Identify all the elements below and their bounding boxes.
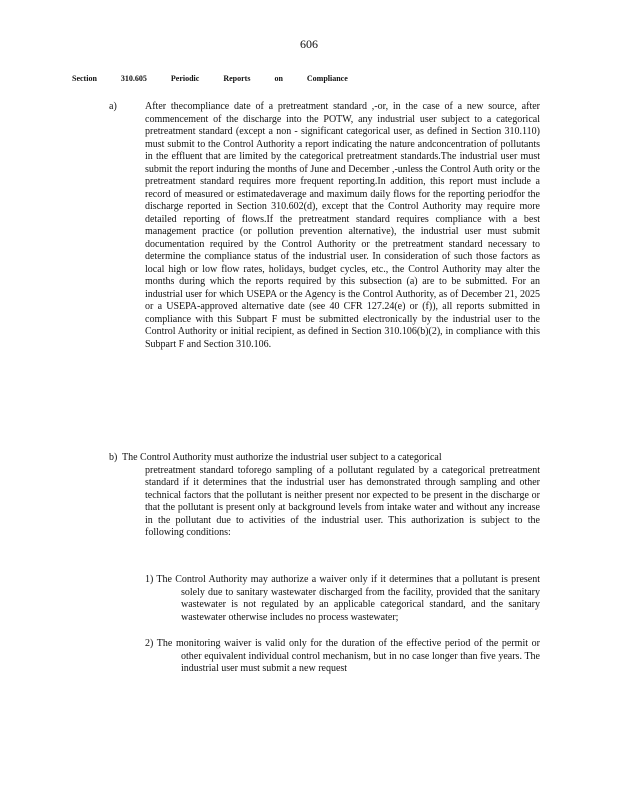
section-title-word-4: Compliance [306,74,348,83]
para-b-lead: The Control Authority must authorize the industrial user subject to a categorical [122,452,442,463]
para-b-text: pretreatment standard toforego sampling of a pollutant regulated by a categorical pretreatment standard if it determines that the industrial user has demonstrated through sampling and other technical factors that the pollutant is neither present nor expected to be present in the discharge or that the pollutant is present only at background levels from intake water and without any increase in the pollutant due to activities of the industrial user. This authorization is subject to the following conditions: [145,464,540,538]
conditions-list [145,574,540,690]
section-title-word-1: Periodic [170,74,200,83]
section-number: 310.605 [120,74,147,83]
section-word: Section [72,74,97,83]
section-title-word-2: Reports [223,74,251,83]
para-a-label: a) [109,101,117,112]
condition-item-2: 2) The monitoring waiver is valid only for the duration of the effective period of the permit or other equivalent individual control mechanism, but in no case longer than five years. The industrial user must submit a new request [145,638,540,674]
section-heading [72,74,370,83]
condition-item-1: 1) The Control Authority may authorize a waiver only if it determines that a pollutant is present solely due to sanitary wastewater discharged from the facility, provided that the sanitary wastewater is not regulated by an applicable categorical standard, and the sanitary wastewater otherwise includes no process wastewater; [145,574,540,623]
section-title-word-3: on [274,74,283,83]
para-b-label: b) [109,452,118,463]
para-a-text: After thecompliance date of a pretreatment standard ,-or, in the case of a new source, after commencement of the discharge into the POTW, any industrial user subject to a categorical pretreatment standard (except a non - significant categorical user, as defined in Section 310.110) must submit to the Control Authority a report indicating the nature andconcentration of pollutants in the effluent that are limited by the categorical pretreatment standards.The industrial user must submit the report induring the months of June and December ,-unless the Control Auth ority or the pretreatment standard requires more frequent reporting.In addition, this report must include a record of measured or estimatedaverage and maximum daily flows for the reporting periodfor the discharge reported in Section 310.602(d), except that the Control Authority may require more detailed reporting of flows.If the pretreatment standard requires compliance with a best management practice (or pollution prevention alternative), the industrial user must submit documentation required by the Control Authority or the pretreatment standard necessary to determine the compliance status of the industrial user. In consideration of such those factors as local high or low flow rates, holidays, budget cycles, etc., the Control Authority may alter the months during which the reports required by this subsection (a) are to be submitted. For an industrial user for which USEPA or the Agency is the Control Authority, as of December 21, 2025 or a USEPA-approved alternative date (see 40 CFR 127.24(e) or (f)), all reports submitted in compliance with this Subpart F must be submitted electronically by the industrial user to the Control Authority or initial recipient, as defined in Section 310.106(b)(2), in compliance with this Subpart F and Section 310.106. [145,101,540,350]
page-number: 606 [300,37,318,51]
